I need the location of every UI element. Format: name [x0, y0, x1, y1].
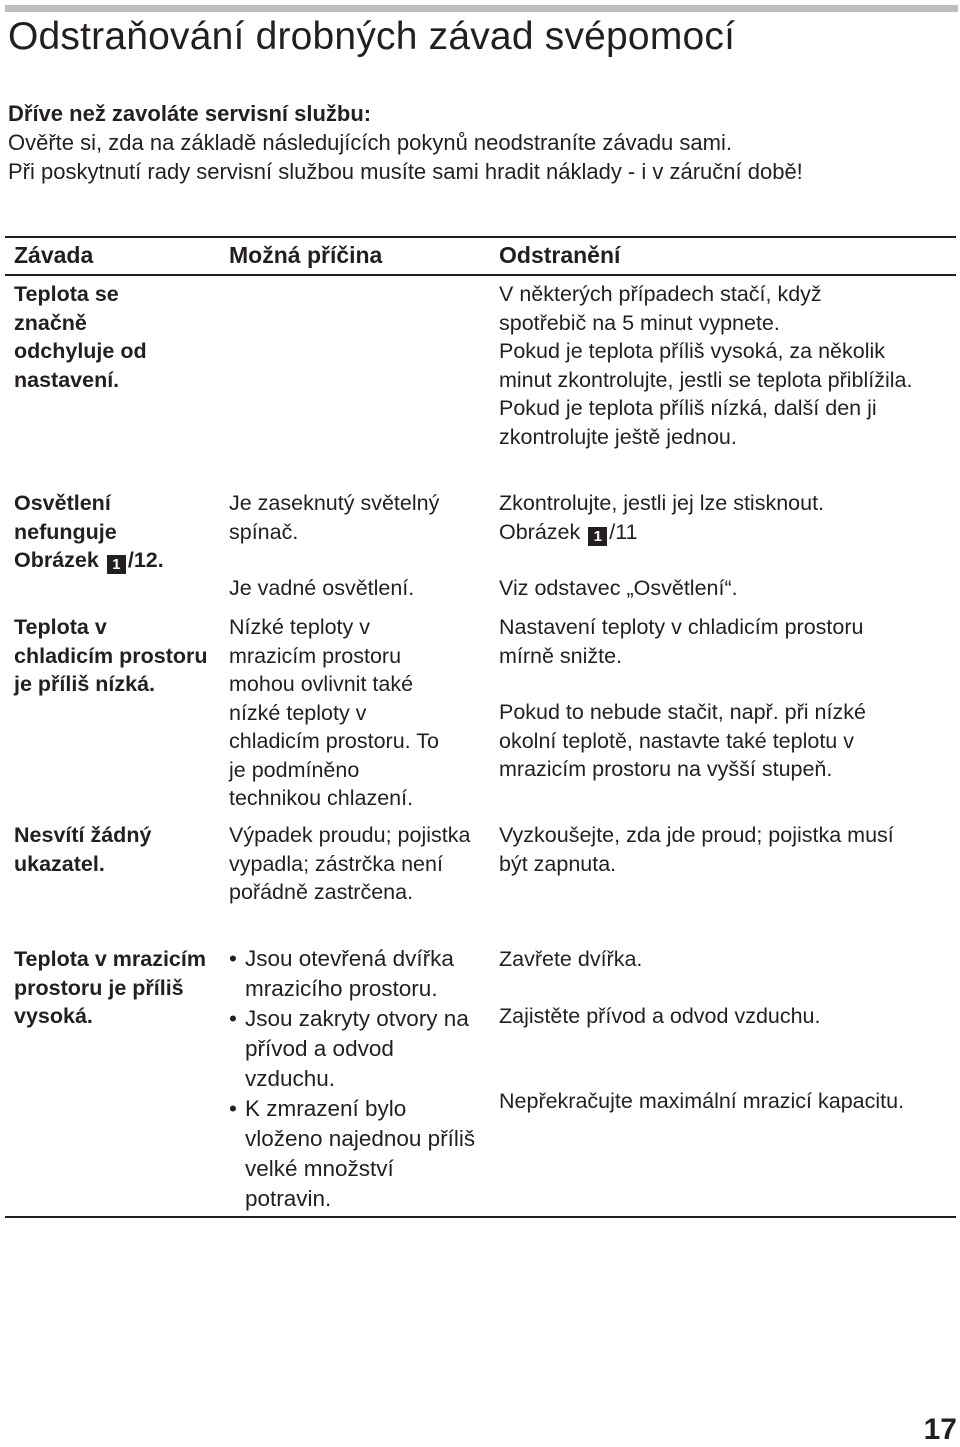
row-1-fault: Teplota se značně odchyluje od nastavení. — [14, 282, 147, 392]
row-3-fault: Teplota v chladicím prostoru je příliš nízká. — [14, 615, 208, 696]
table-header-rule — [5, 274, 956, 276]
row-3-remedy-1: Nastavení teploty v chladicím prostoru mírně snižte. — [499, 615, 864, 668]
row-2-remedy-1 — [499, 489, 954, 546]
row-4-fault: Nesvítí žádný ukazatel. — [14, 823, 152, 876]
table-bottom-rule — [5, 1216, 956, 1218]
row-1-remedy-line-1: V některých případech stačí, když spotřebič na 5 minut vypnete. — [499, 282, 822, 335]
row-4-remedy: Vyzkoušejte, zda jde proud; pojistka musí být zapnuta. — [499, 823, 894, 876]
row-5-cause-item: • Jsou otevřená dvířka mrazicího prostoru. — [229, 946, 454, 1001]
intro-heading: Dříve než zavoláte servisní službu: — [8, 101, 372, 126]
row-5-cause-item: • Jsou zakryty otvory na přívod a odvod vzduchu. — [229, 1006, 469, 1091]
intro-line-1: Ověřte si, zda na základě následujících pokynů neodstraníte závadu sami. — [8, 130, 732, 155]
row-2-cause-1: Je zaseknutý světelný spínač. — [229, 491, 440, 544]
column-header-fault: Závada — [14, 242, 94, 268]
row-1-remedy-line-2: Pokud je teplota příliš vysoká, za několik minut zkontrolujte, jestli se teplota přiblížila. — [499, 339, 913, 392]
row-1-remedy-line-3: Pokud je teplota příliš nízká, další den ji zkontrolujte ještě jednou. — [499, 396, 877, 449]
row-5-remedy-1: Zavřete dvířka. — [499, 947, 643, 971]
row-3-cause: Nízké teploty v mrazicím prostoru mohou ovlivnit také nízké teploty v chladicím prostoru. To je podmíněno technikou chlazení. — [229, 615, 439, 810]
row-1-remedy — [499, 280, 954, 451]
row-5-fault: Teplota v mrazicím prostoru je příliš vysoká. — [14, 947, 206, 1028]
row-2-fault-figure-ref: Obrázek 1 /12. — [14, 548, 164, 573]
row-5-causes — [229, 944, 484, 1214]
row-2-remedy-1-figure-ref: Obrázek 1 /11 — [499, 519, 638, 545]
figure-number-box: 1 — [107, 555, 126, 574]
column-header-remedy: Odstranění — [499, 242, 621, 268]
row-2-cause-2: Je vadné osvětlení. — [229, 576, 415, 600]
intro — [8, 99, 803, 186]
figure-number-box: 1 — [588, 527, 607, 546]
row-3-remedy-2: Pokud to nebude stačit, např. při nízké okolní teplotě, nastavte také teplotu v mrazicím prostoru na vyšší stupeň. — [499, 700, 866, 781]
column-header-cause: Možná příčina — [229, 242, 383, 268]
page-title: Odstraňování drobných závad svépomocí — [8, 15, 736, 58]
row-5-cause-item: • K zmrazení bylo vloženo najednou příliš velké množství potravin. — [229, 1096, 476, 1211]
row-5-remedy-2: Zajistěte přívod a odvod vzduchu. — [499, 1004, 821, 1028]
row-2-fault — [14, 489, 164, 575]
row-2-fault-text: Osvětlení nefunguje — [14, 491, 117, 544]
row-2-remedy-1-text: Zkontrolujte, jestli jej lze stisknout. — [499, 491, 825, 515]
table-top-rule — [5, 236, 956, 238]
row-5-remedy-3: Nepřekračujte maximální mrazicí kapacitu. — [499, 1089, 905, 1113]
intro-line-2: Při poskytnutí rady servisní službou musíte sami hradit náklady - i v záruční době! — [8, 159, 803, 184]
header-rule — [5, 5, 958, 12]
row-4-cause: Výpadek proudu; pojistka vypadla; zástrčka není pořádně zastrčena. — [229, 823, 471, 904]
row-2-remedy-2: Viz odstavec „Osvětlení“. — [499, 576, 738, 600]
page-number: 17 — [923, 1413, 957, 1446]
